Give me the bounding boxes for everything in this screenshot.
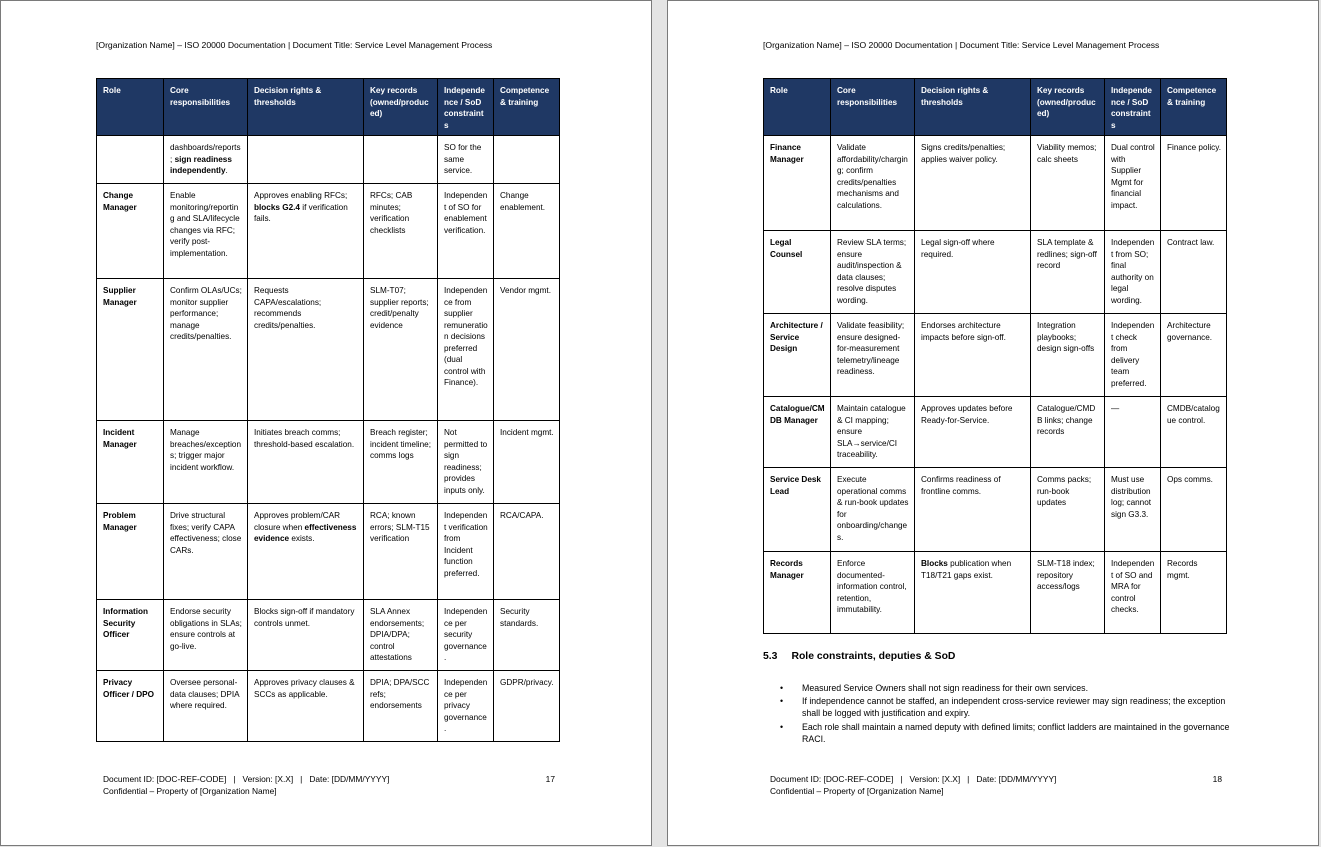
- cell-core: Enforce documented-information control, retention, immutability.: [831, 552, 915, 634]
- section-number: 5.3: [763, 651, 778, 662]
- cell-records: SLA template & redlines; sign-off record: [1031, 231, 1105, 314]
- page-header: [Organization Name] – ISO 20000 Documentation | Document Title: Service Level Management Process: [96, 40, 493, 50]
- cell-competence: Change enablement.: [494, 184, 560, 279]
- cell-competence: Finance policy.: [1161, 136, 1227, 231]
- table-header-row: [764, 79, 1227, 136]
- table-row: [764, 136, 1227, 231]
- roles-table: [763, 78, 1227, 634]
- cell-role: Privacy Officer / DPO: [97, 671, 164, 742]
- cell-independence: Independent verification from Incident function preferred.: [438, 504, 494, 600]
- cell-competence: Contract law.: [1161, 231, 1227, 314]
- cell-decision: Legal sign-off where required.: [915, 231, 1031, 314]
- cell-independence: Independence from supplier remuneration decisions preferred (dual control with Finance).: [438, 279, 494, 421]
- cell-records: [364, 136, 438, 184]
- table-row: [764, 231, 1227, 314]
- cell-decision: Blocks publication when T18/T21 gaps exist.: [915, 552, 1031, 634]
- cell-role: Architecture / Service Design: [764, 314, 831, 397]
- cell-core: Drive structural fixes; verify CAPA effectiveness; close CARs.: [164, 504, 248, 600]
- cell-role: Change Manager: [97, 184, 164, 279]
- header-competence: Competence & training: [494, 79, 560, 136]
- cell-records: Viability memos; calc sheets: [1031, 136, 1105, 231]
- cell-independence: Independent check from delivery team preferred.: [1105, 314, 1161, 397]
- cell-role: Legal Counsel: [764, 231, 831, 314]
- cell-independence: Dual control with Supplier Mgmt for financial impact.: [1105, 136, 1161, 231]
- footer-confidential: Confidential – Property of [Organization Name]: [770, 786, 944, 797]
- table-row: [764, 397, 1227, 468]
- list-item: [780, 682, 1232, 694]
- header-role: Role: [97, 79, 164, 136]
- cell-decision: [248, 136, 364, 184]
- cell-competence: GDPR/privacy.: [494, 671, 560, 742]
- cell-records: SLM-T07; supplier reports; credit/penalty evidence: [364, 279, 438, 421]
- table-row: [97, 279, 560, 421]
- cell-records: RCA; known errors; SLM-T15 verification: [364, 504, 438, 600]
- list-item: [780, 721, 1232, 745]
- cell-role: [97, 136, 164, 184]
- cell-independence: Independence per security governance.: [438, 600, 494, 671]
- table-row: [97, 184, 560, 279]
- cell-competence: Records mgmt.: [1161, 552, 1227, 634]
- cell-role: Service Desk Lead: [764, 468, 831, 552]
- cell-competence: RCA/CAPA.: [494, 504, 560, 600]
- cell-independence: Independent of SO for enablement verification.: [438, 184, 494, 279]
- footer-confidential: Confidential – Property of [Organization Name]: [103, 786, 277, 797]
- cell-independence: Must use distribution log; cannot sign G3.3.: [1105, 468, 1161, 552]
- cell-decision: Approves privacy clauses & SCCs as applicable.: [248, 671, 364, 742]
- cell-core: Confirm OLAs/UCs; monitor supplier performance; manage credits/penalties.: [164, 279, 248, 421]
- cell-core: dashboards/reports; sign readiness independently.: [164, 136, 248, 184]
- bullet-icon: •: [780, 683, 784, 693]
- cell-records: Catalogue/CMDB links; change records: [1031, 397, 1105, 468]
- cell-decision: Approves updates before Ready-for-Service.: [915, 397, 1031, 468]
- cell-decision: Signs credits/penalties; applies waiver policy.: [915, 136, 1031, 231]
- cell-role: Information Security Officer: [97, 600, 164, 671]
- table-row: [764, 314, 1227, 397]
- cell-independence: —: [1105, 397, 1161, 468]
- header-decision-rights: Decision rights & thresholds: [915, 79, 1031, 136]
- cell-competence: Incident mgmt.: [494, 421, 560, 504]
- page-footer: [103, 773, 555, 797]
- cell-competence: Security standards.: [494, 600, 560, 671]
- cell-records: SLA Annex endorsements; DPIA/DPA; control attestations: [364, 600, 438, 671]
- cell-decision: Initiates breach comms; threshold-based escalation.: [248, 421, 364, 504]
- bullet-icon: •: [780, 696, 784, 707]
- table-row: [97, 421, 560, 504]
- cell-competence: Architecture governance.: [1161, 314, 1227, 397]
- cell-core: Validate feasibility; ensure designed-for-measurement telemetry/lineage readiness.: [831, 314, 915, 397]
- cell-decision: Confirms readiness of frontline comms.: [915, 468, 1031, 552]
- page-header: [Organization Name] – ISO 20000 Documentation | Document Title: Service Level Management Process: [763, 40, 1160, 50]
- footer-document-info: Document ID: [DOC-REF-CODE] | Version: [X.X] | Date: [DD/MM/YYYY]: [770, 774, 1057, 784]
- cell-decision: Endorses architecture impacts before sign-off.: [915, 314, 1031, 397]
- cell-records: Breach register; incident timeline; comms logs: [364, 421, 438, 504]
- cell-independence: Independence per privacy governance.: [438, 671, 494, 742]
- cell-decision: Approves problem/CAR closure when effectiveness evidence exists.: [248, 504, 364, 600]
- cell-role: Problem Manager: [97, 504, 164, 600]
- table-row: [97, 671, 560, 742]
- cell-competence: CMDB/catalogue control.: [1161, 397, 1227, 468]
- cell-records: RFCs; CAB minutes; verification checklists: [364, 184, 438, 279]
- cell-independence: SO for the same service.: [438, 136, 494, 184]
- cell-role: Supplier Manager: [97, 279, 164, 421]
- bullet-icon: •: [780, 721, 784, 732]
- page-number: 17: [545, 774, 555, 784]
- cell-core: Manage breaches/exceptions; trigger major incident workflow.: [164, 421, 248, 504]
- footer-document-info: Document ID: [DOC-REF-CODE] | Version: [X.X] | Date: [DD/MM/YYYY]: [103, 774, 390, 784]
- table-row: [97, 136, 560, 184]
- list-item: [780, 695, 1232, 719]
- page-footer: [770, 773, 1222, 797]
- cell-records: SLM-T18 index; repository access/logs: [1031, 552, 1105, 634]
- header-key-records: Key records (owned/produced): [1031, 79, 1105, 136]
- cell-core: Validate affordability/charging; confirm credits/penalties mechanisms and calculations.: [831, 136, 915, 231]
- table-header-row: [97, 79, 560, 136]
- cell-core: Execute operational comms & run-book updates for onboarding/changes.: [831, 468, 915, 552]
- cell-core: Oversee personal-data clauses; DPIA where required.: [164, 671, 248, 742]
- cell-decision: Requests CAPA/escalations; recommends credits/penalties.: [248, 279, 364, 421]
- document-page-18: [667, 0, 1319, 846]
- document-page-17: [0, 0, 652, 846]
- header-decision-rights: Decision rights & thresholds: [248, 79, 364, 136]
- cell-core: Review SLA terms; ensure audit/inspection & data clauses; resolve disputes wording.: [831, 231, 915, 314]
- cell-competence: [494, 136, 560, 184]
- cell-independence: Independent from SO; final authority on legal wording.: [1105, 231, 1161, 314]
- header-independence: Independence / SoD constraints: [438, 79, 494, 136]
- page-number: 18: [1212, 774, 1222, 784]
- cell-decision: Blocks sign-off if mandatory controls unmet.: [248, 600, 364, 671]
- cell-records: Integration playbooks; design sign-offs: [1031, 314, 1105, 397]
- cell-role: Catalogue/CMDB Manager: [764, 397, 831, 468]
- list-item-text: If independence cannot be staffed, an independent cross-service reviewer may sign readiness; the exception shall be logged with justification and expiry.: [802, 696, 1226, 719]
- cell-core: Endorse security obligations in SLAs; ensure controls at go-live.: [164, 600, 248, 671]
- roles-table: [96, 78, 560, 742]
- cell-records: Comms packs; run-book updates: [1031, 468, 1105, 552]
- cell-core: Enable monitoring/reporting and SLA/lifecycle changes via RFC; verify post-implementation.: [164, 184, 248, 279]
- section-title: Role constraints, deputies & SoD: [791, 651, 956, 662]
- header-core-responsibilities: Core responsibilities: [164, 79, 248, 136]
- table-row: [97, 504, 560, 600]
- list-item-text: Each role shall maintain a named deputy with defined limits; conflict ladders are maintained in the governance RACI.: [802, 721, 1230, 744]
- table-row: [764, 552, 1227, 634]
- cell-competence: Vendor mgmt.: [494, 279, 560, 421]
- cell-independence: Independent of SO and MRA for control checks.: [1105, 552, 1161, 634]
- table-row: [764, 468, 1227, 552]
- cell-competence: Ops comms.: [1161, 468, 1227, 552]
- section-heading: [763, 651, 955, 662]
- list-item-text: Measured Service Owners shall not sign readiness for their own services.: [802, 683, 1089, 693]
- header-competence: Competence & training: [1161, 79, 1227, 136]
- table-row: [97, 600, 560, 671]
- cell-independence: Not permitted to sign readiness; provides inputs only.: [438, 421, 494, 504]
- cell-decision: Approves enabling RFCs; blocks G2.4 if verification fails.: [248, 184, 364, 279]
- sod-bullet-list: [780, 682, 1232, 746]
- header-independence: Independence / SoD constraints: [1105, 79, 1161, 136]
- cell-role: Records Manager: [764, 552, 831, 634]
- header-role: Role: [764, 79, 831, 136]
- cell-core: Maintain catalogue & CI mapping; ensure SLA→service/CI traceability.: [831, 397, 915, 468]
- header-key-records: Key records (owned/produced): [364, 79, 438, 136]
- cell-role: Finance Manager: [764, 136, 831, 231]
- cell-role: Incident Manager: [97, 421, 164, 504]
- header-core-responsibilities: Core responsibilities: [831, 79, 915, 136]
- cell-records: DPIA; DPA/SCC refs; endorsements: [364, 671, 438, 742]
